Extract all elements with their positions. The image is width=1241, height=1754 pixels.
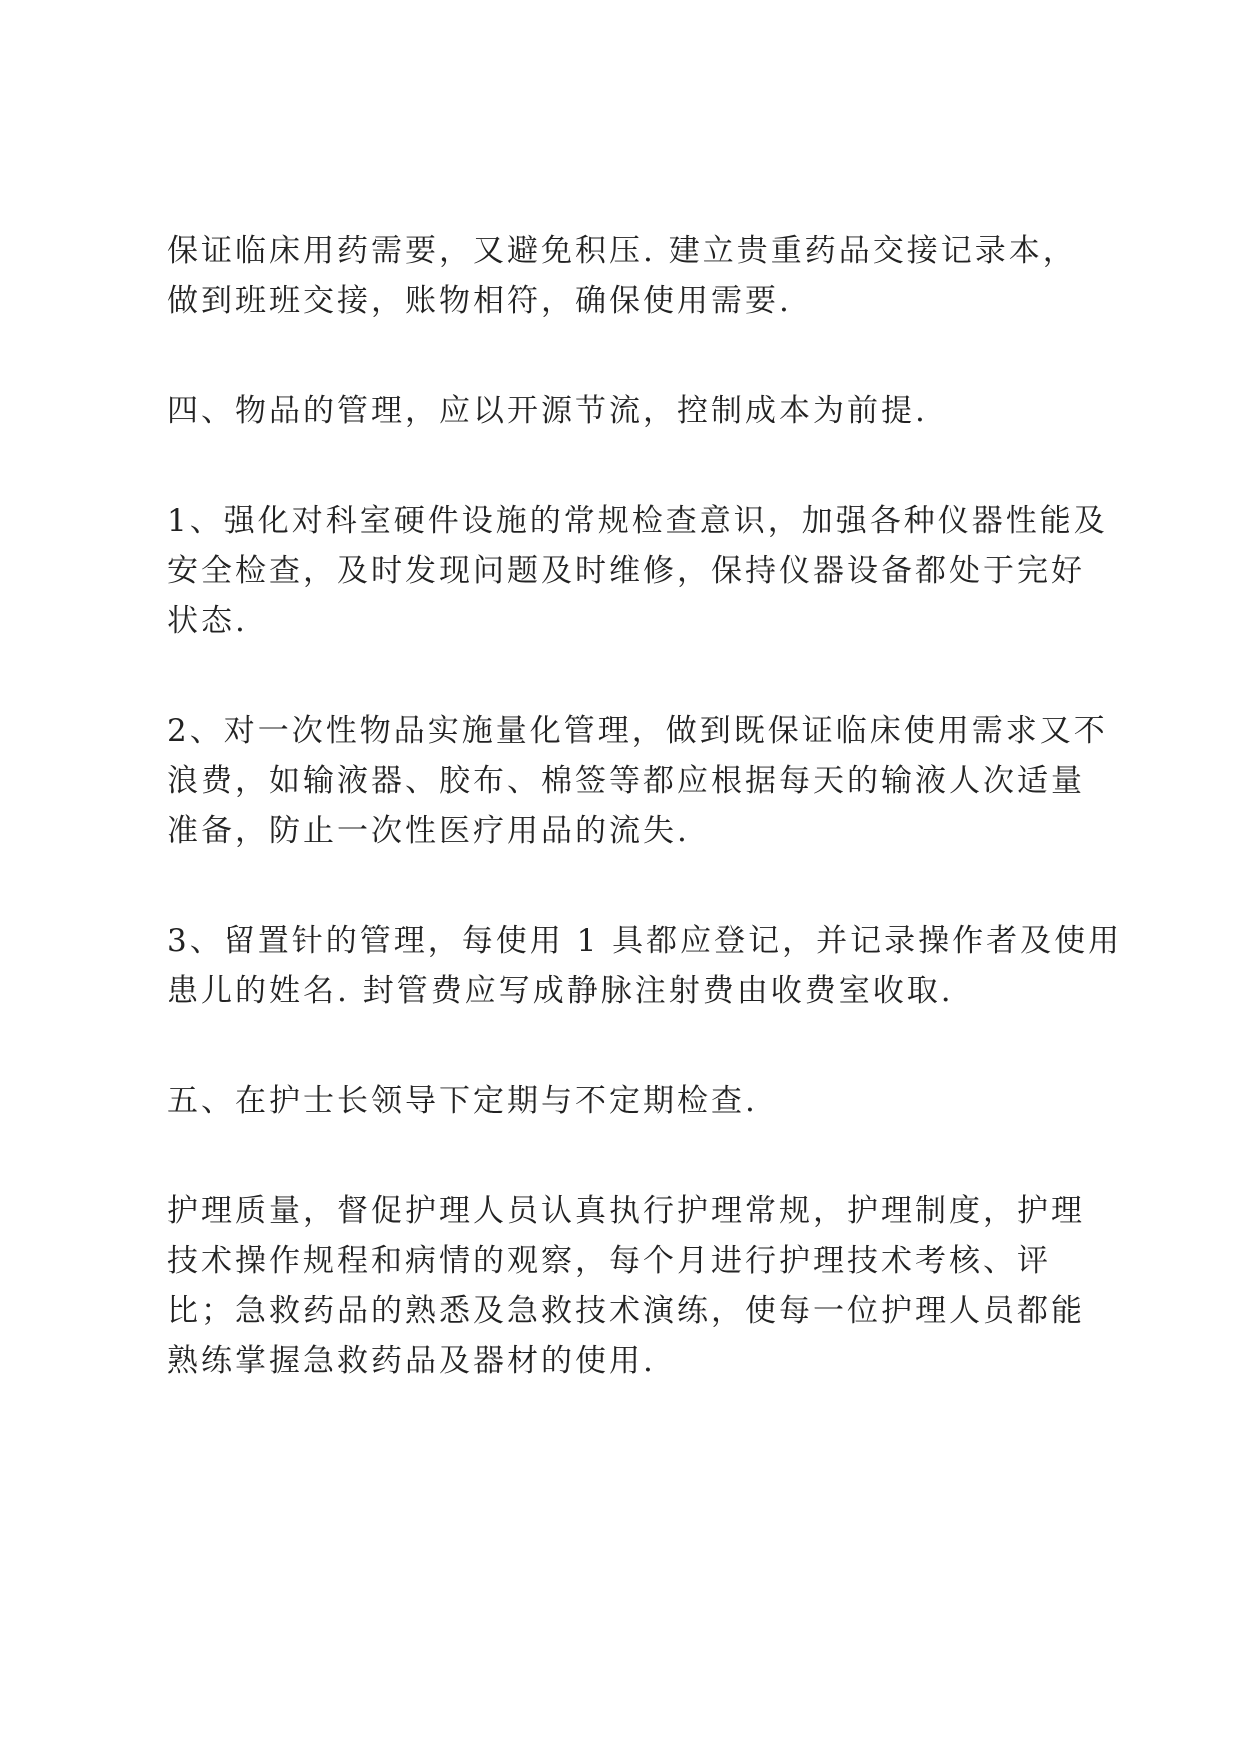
paragraph-spacer bbox=[167, 326, 1097, 386]
text-line: 患儿的姓名. 封管费应写成静脉注射费由收费室收取. bbox=[167, 973, 954, 1009]
paragraph-drug-stock bbox=[167, 226, 1097, 326]
text-line: 安全检查，及时发现问题及时维修，保持仪器设备都处于完好 bbox=[167, 553, 1085, 589]
text-line: 状态. bbox=[167, 603, 248, 639]
paragraph-nursing-quality bbox=[167, 1186, 1097, 1386]
paragraph-spacer bbox=[167, 646, 1097, 706]
paragraph-item-3 bbox=[167, 916, 1123, 1016]
text-line: 1、强化对科室硬件设施的常规检查意识，加强各种仪器性能及 bbox=[167, 503, 1108, 539]
text-line: 比；急救药品的熟悉及急救技术演练，使每一位护理人员都能 bbox=[167, 1293, 1085, 1329]
paragraph-spacer bbox=[167, 1016, 1097, 1076]
paragraph-item-1 bbox=[167, 496, 1108, 646]
text-line: 熟练掌握急救药品及器材的使用. bbox=[167, 1343, 656, 1379]
paragraph-spacer bbox=[167, 856, 1097, 916]
paragraph-spacer bbox=[167, 1126, 1097, 1186]
text-line: 五、在护士长领导下定期与不定期检查. bbox=[167, 1083, 758, 1119]
text-line: 四、物品的管理，应以开源节流，控制成本为前提. bbox=[167, 393, 928, 429]
text-line: 保证临床用药需要，又避免积压. 建立贵重药品交接记录本， bbox=[167, 233, 1077, 269]
heading-item-management bbox=[167, 386, 1097, 436]
text-line: 3、留置针的管理，每使用 1 具都应登记，并记录操作者及使用 bbox=[167, 923, 1123, 959]
text-line: 做到班班交接，账物相符，确保使用需要. bbox=[167, 283, 792, 319]
text-line: 准备，防止一次性医疗用品的流失. bbox=[167, 813, 690, 849]
text-line: 2、对一次性物品实施量化管理，做到既保证临床使用需求又不 bbox=[167, 713, 1108, 749]
text-line: 技术操作规程和病情的观察，每个月进行护理技术考核、评 bbox=[167, 1243, 1051, 1279]
heading-inspection bbox=[167, 1076, 1097, 1126]
paragraph-spacer bbox=[167, 436, 1097, 496]
document-body bbox=[167, 226, 1123, 1386]
text-line: 浪费，如输液器、胶布、棉签等都应根据每天的输液人次适量 bbox=[167, 763, 1085, 799]
text-line: 护理质量，督促护理人员认真执行护理常规，护理制度，护理 bbox=[167, 1193, 1085, 1229]
paragraph-item-2 bbox=[167, 706, 1108, 856]
